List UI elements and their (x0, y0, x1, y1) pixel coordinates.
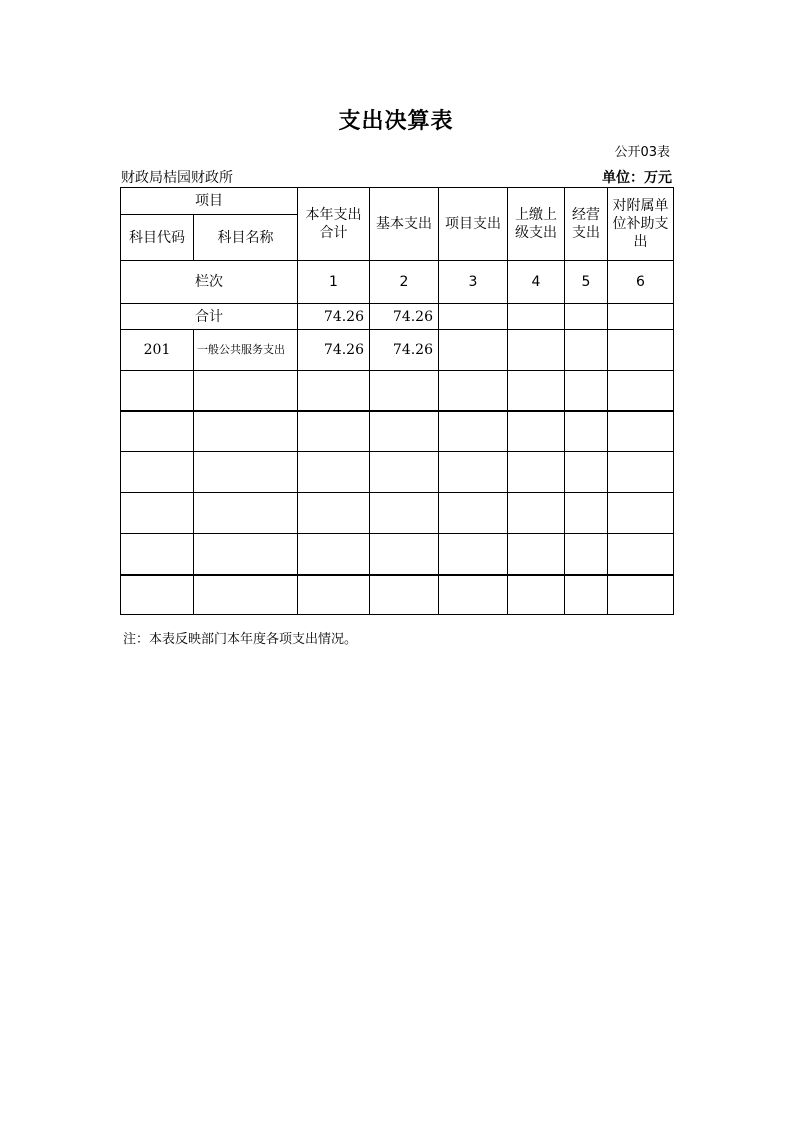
empty-cell (194, 411, 298, 452)
empty-cell (298, 575, 370, 615)
empty-cell (565, 411, 608, 452)
footnote: 注：本表反映部门本年度各项支出情况。 (123, 632, 358, 647)
total-basic: 74.26 (370, 304, 439, 330)
empty-cell (298, 534, 370, 575)
empty-cell (194, 452, 298, 493)
empty-row (121, 575, 674, 615)
expenditure-table (120, 187, 674, 615)
total-business (565, 304, 608, 330)
total-row (121, 304, 674, 330)
empty-cell (508, 575, 565, 615)
table-row (121, 330, 674, 371)
header-row-1 (121, 188, 674, 215)
empty-cell (565, 371, 608, 411)
empty-cell (508, 411, 565, 452)
index-label: 栏次 (121, 261, 298, 304)
empty-cell (121, 575, 194, 615)
page-title: 支出决算表 (338, 109, 454, 134)
empty-cell (370, 452, 439, 493)
empty-row (121, 452, 674, 493)
header-business-text: 经营支出 (572, 207, 600, 241)
empty-cell (608, 452, 674, 493)
empty-cell (608, 411, 674, 452)
empty-cell (194, 371, 298, 411)
empty-cell (565, 493, 608, 534)
empty-cell (508, 534, 565, 575)
index-col-3: 3 (439, 261, 508, 304)
empty-cell (298, 371, 370, 411)
row-total: 74.26 (298, 330, 370, 371)
total-project (439, 304, 508, 330)
index-col-5: 5 (565, 261, 608, 304)
empty-row (121, 411, 674, 452)
header-name: 科目名称 (194, 215, 298, 261)
empty-cell (194, 575, 298, 615)
empty-cell (439, 493, 508, 534)
unit-label: 单位：万元 (602, 170, 672, 186)
empty-cell (370, 534, 439, 575)
empty-cell (608, 371, 674, 411)
index-col-1: 1 (298, 261, 370, 304)
empty-cell (370, 411, 439, 452)
index-col-4: 4 (508, 261, 565, 304)
total-label: 合计 (121, 304, 298, 330)
empty-row (121, 371, 674, 411)
row-name: 一般公共服务支出 (194, 330, 298, 371)
empty-cell (194, 534, 298, 575)
header-basic: 基本支出 (370, 188, 439, 261)
empty-cell (370, 575, 439, 615)
header-upper (508, 188, 565, 261)
empty-cell (121, 371, 194, 411)
row-project (439, 330, 508, 371)
header-total (298, 188, 370, 261)
empty-cell (508, 371, 565, 411)
header-project-exp: 项目支出 (439, 188, 508, 261)
empty-cell (121, 534, 194, 575)
total-subsidiary (608, 304, 674, 330)
empty-cell (298, 452, 370, 493)
empty-cell (565, 534, 608, 575)
header-subsidiary-text: 对附属单位补助支出 (612, 198, 669, 250)
empty-cell (439, 575, 508, 615)
empty-cell (298, 411, 370, 452)
row-subsidiary (608, 330, 674, 371)
empty-row (121, 493, 674, 534)
index-col-6: 6 (608, 261, 674, 304)
empty-cell (439, 534, 508, 575)
empty-cell (508, 452, 565, 493)
empty-cell (608, 575, 674, 615)
empty-cell (370, 371, 439, 411)
empty-cell (565, 452, 608, 493)
header-business (565, 188, 608, 261)
empty-cell (608, 493, 674, 534)
row-code: 201 (121, 330, 194, 371)
empty-cell (370, 493, 439, 534)
row-upper (508, 330, 565, 371)
empty-cell (121, 493, 194, 534)
empty-cell (121, 452, 194, 493)
empty-row (121, 534, 674, 575)
row-basic: 74.26 (370, 330, 439, 371)
form-number: 公开03表 (614, 145, 670, 160)
header-upper-text: 上缴上级支出 (515, 207, 557, 241)
row-business (565, 330, 608, 371)
header-total-text: 本年支出合计 (305, 207, 362, 241)
empty-cell (508, 493, 565, 534)
empty-cell (439, 371, 508, 411)
total-amount: 74.26 (298, 304, 370, 330)
empty-cell (565, 575, 608, 615)
empty-cell (121, 411, 194, 452)
empty-cell (439, 411, 508, 452)
index-col-2: 2 (370, 261, 439, 304)
empty-cell (439, 452, 508, 493)
index-row (121, 261, 674, 304)
empty-cell (194, 493, 298, 534)
empty-cell (298, 493, 370, 534)
header-subsidiary (608, 188, 674, 261)
header-code: 科目代码 (121, 215, 194, 261)
total-upper (508, 304, 565, 330)
organization-name: 财政局桔园财政所 (121, 170, 233, 186)
empty-cell (608, 534, 674, 575)
header-project: 项目 (121, 188, 298, 215)
